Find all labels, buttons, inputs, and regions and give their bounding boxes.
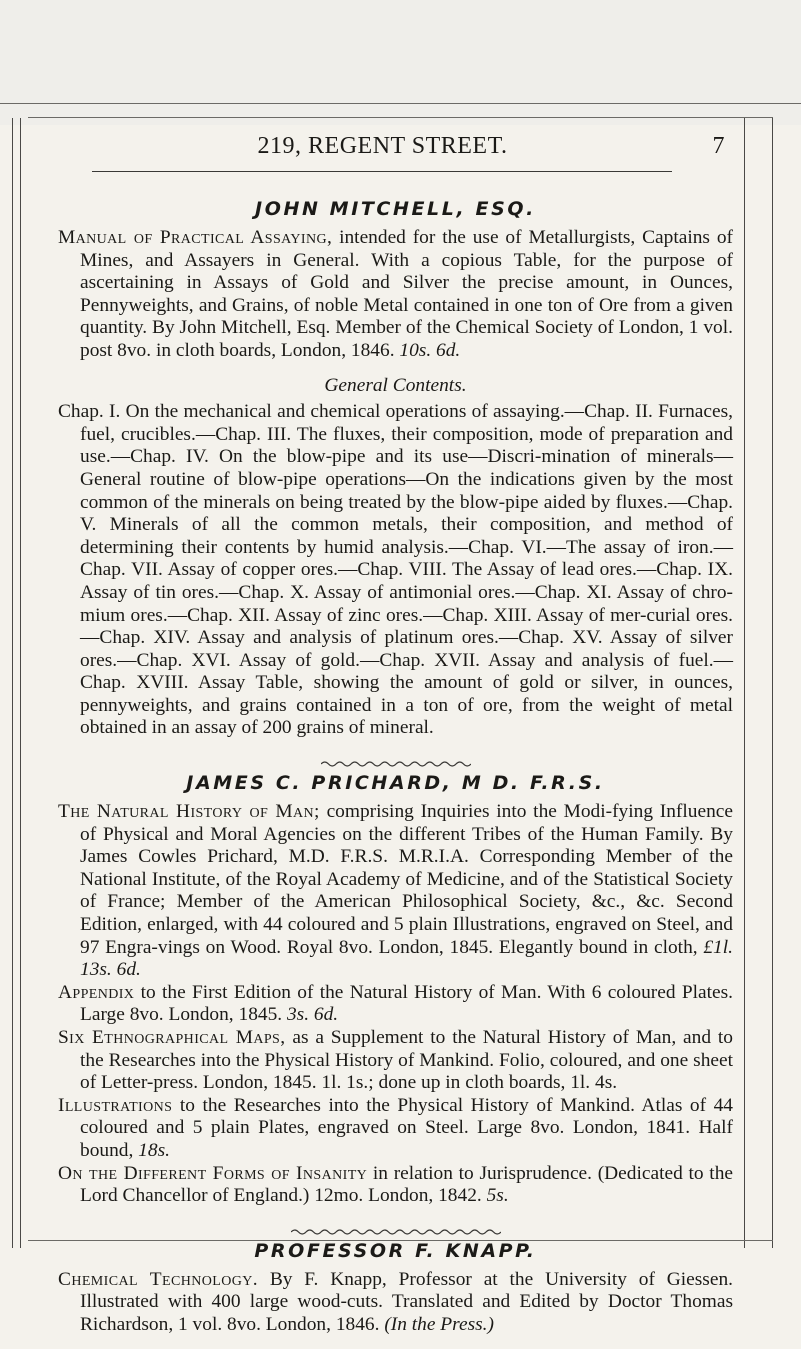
author-heading: JAMES C. PRICHARD, M D. F.R.S. (186, 772, 605, 795)
book-description: By F. Knapp, Professor at the University of Giessen. Illustrated with 400 large wood-cuts. Translated and Edited by Doctor Thomas Richardson, 1 vol. 8vo. London, 1846. (80, 1268, 734, 1335)
left-border-line-inner (20, 118, 21, 1248)
book-entry (58, 1163, 733, 1208)
book-price: 10s. 6d. (399, 339, 461, 361)
book-price: 18s. (138, 1139, 170, 1161)
book-title: Illustrations (58, 1094, 173, 1116)
header-rule (92, 171, 672, 172)
book-description: in relation to Jurisprudence. (Dedicated to the Lord Chancellor of England.) 12mo. London, 1842. (80, 1162, 733, 1207)
running-header (40, 133, 725, 167)
book-title: Manual of Practical Assaying, (58, 227, 333, 248)
section-divider (58, 752, 733, 762)
book-title: Appendix (58, 981, 135, 1003)
contents-paragraph: Chap. I. On the mechanical and chemical operations of assaying.—Chap. II. Furnaces, fuel, crucibles.—Chap. III. The fluxes, their composition, mode of preparation and use.—Chap. IV. On the blow-pipe and its use—Discri-mination of minerals—General routine of blow-pipe operations—On the indications given by the most common of the minerals on being treated by the blow-pipe aided by fluxes.—Chap. V. Minerals of all the common metals, their composition, and method of determining their contents by humid analysis.—Chap. VI.—The assay of iron.—Chap. VII. Assay of copper ores.—Chap. VIII. The Assay of lead ores.—Chap. IX. Assay of tin ores.—Chap. X. Assay of antimonial ores.—Chap. XI. Assay of chro-mium ores.—Chap. XII. Assay of zinc ores.—Chap. XIII. Assay of mer-curial ores.—Chap. XIV. Assay and analysis of platinum ores.—Chap. XV. Assay of silver ores.—Chap. XVI. Assay of gold.—Chap. XVII. Assay and analysis of fuel.—Chap. XVIII. Assay Table, showing the amount of gold or silver, in ounces, pennyweights, and grains contained in a ton of ore, from the weight of metal obtained in an assay of 200 grains of mineral. (58, 401, 733, 739)
book-description: intended for the use of Metallurgists, Captains of Mines, and Assayers in General. With a copious Table, for the purpose of ascertaining in Assays of Gold and Silver the precise amount, in Ounces, Pennyweights, and Grains, of noble Metal contained in one ton of Ore from a given quantity. By John Mitchell, Esq. Member of the Chemical Society of London, 1 vol. post 8vo. in cloth boards, London, 1846. (80, 227, 733, 361)
book-entry (58, 1269, 733, 1337)
page-top-margin (0, 0, 801, 125)
contents-heading: General Contents. (324, 374, 467, 396)
book-price: 5s. (486, 1185, 509, 1207)
book-description: to the Researches into the Physical History of Mankind. Atlas of 44 coloured and 5 plain Plates, engraved on Steel. Large 8vo. London, 1841. Half bound, (80, 1094, 733, 1161)
book-entry (58, 227, 733, 363)
left-border-line (12, 118, 13, 1248)
page-content (58, 196, 733, 1337)
section-divider (58, 1220, 733, 1230)
book-description: comprising Inquiries into the Modi-fying Influence of Physical and Moral Agencies on the different Tribes of the Human Family. By James Cowles Prichard, M.D. F.R.S. M.R.I.A. Corresponding Member of the National Institute, of the Royal Academy of Medicine, and of the Statistical Society of France; Member of the American Philosophical Society, &c., &c. Second Edition, enlarged, with 44 coloured and 5 plain Illustrations, engraved on Steel, and 97 Engra-vings on Wood. Royal 8vo. London, 1845. Elegantly bound in cloth, (80, 801, 733, 958)
right-border-line (744, 118, 745, 1248)
book-entry (58, 801, 733, 982)
book-description: as a Supplement to the Natural History of Man, and to the Researches into the Physical History of Mankind. Folio, coloured, and one sheet of Letter-press. London, 1845. 1l. 1s.; done up in cloth boards, 1l. 4s. (80, 1027, 733, 1094)
book-entry (58, 1095, 733, 1163)
top-edge-line (0, 103, 801, 104)
right-border-line-outer (772, 118, 773, 1248)
book-title: Six Ethnographical Maps, (58, 1027, 286, 1048)
author-heading: PROFESSOR F. KNAPP. (254, 1239, 537, 1262)
book-price: 3s. 6d. (286, 1004, 339, 1026)
header-title: 219, REGENT STREET. (257, 133, 508, 159)
author-heading: JOHN MITCHELL, ESQ. (255, 198, 536, 220)
outer-frame-top (28, 117, 773, 118)
book-title: Chemical Technology. (58, 1268, 258, 1290)
book-title: The Natural History of Man; (58, 801, 320, 823)
book-entry (58, 1027, 733, 1095)
book-price: £1l. 13s. 6d. (80, 936, 733, 981)
page-number: 7 (712, 133, 725, 159)
book-price: (In the Press.) (384, 1313, 494, 1335)
book-title: On the Different Forms of Insanity (58, 1162, 368, 1184)
book-description: to the First Edition of the Natural History of Man. With 6 coloured Plates. Large 8vo. London, 1845. (80, 981, 733, 1026)
book-entry (58, 982, 733, 1027)
